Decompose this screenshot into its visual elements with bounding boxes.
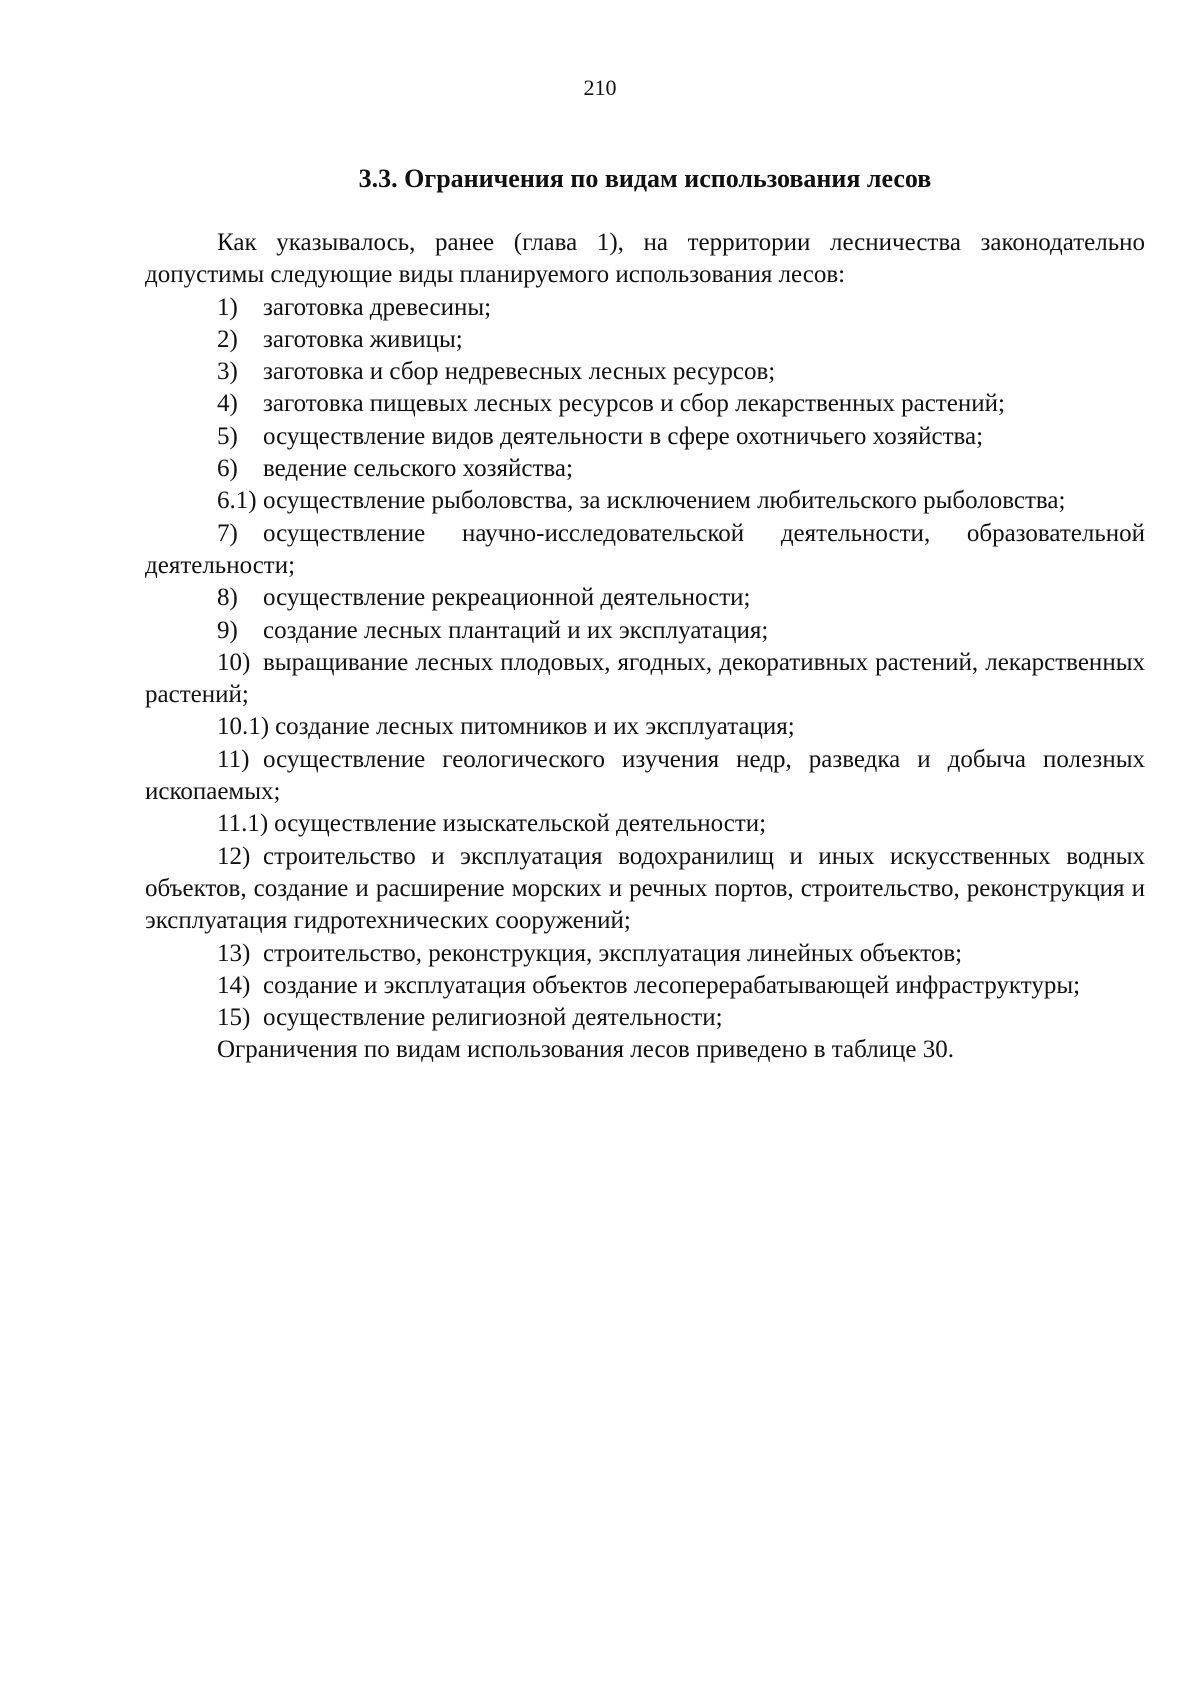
list-item-text: заготовка живицы; [263, 325, 463, 353]
list-item [145, 744, 1145, 809]
list-item-number: 1) [217, 293, 238, 321]
list-item-number: 5) [217, 422, 238, 450]
list-item-text: создание и эксплуатация объектов лесоперерабатывающей инфраструктуры; [263, 971, 1081, 999]
list-item-number: 10) [217, 648, 251, 676]
list-item-number: 2) [217, 325, 238, 353]
list-item [145, 938, 1145, 970]
list-item-text: осуществление научно-исследовательской деятельности, образовательной деятельности; [145, 519, 1145, 579]
list-item-number: 9) [217, 616, 238, 644]
list-item-number: 7) [217, 519, 238, 547]
list-item-number: 11.1) [217, 810, 269, 838]
list-item [145, 582, 1145, 614]
list-item-text: ведение сельского хозяйства; [263, 455, 573, 483]
section-heading: 3.3. Ограничения по видам использования лесов [358, 164, 932, 193]
list-item-text: заготовка и сбор недревесных лесных ресурсов; [263, 358, 776, 386]
list-item-number: 6.1) [217, 487, 257, 515]
list-item-text: осуществление геологического изучения недр, разведка и добыча полезных ископаемых; [145, 745, 1145, 806]
list-item [145, 292, 1145, 324]
list-item-number: 8) [217, 584, 238, 612]
list-item-text: выращивание лесных плодовых, ягодных, декоративных растений, лекарственных растений; [145, 648, 1145, 709]
closing-paragraph: Ограничения по видам использования лесов приведено в таблице 30. [217, 1036, 955, 1064]
list-item [145, 615, 1145, 647]
list-item [145, 647, 1145, 712]
list-item [145, 970, 1145, 1002]
list-item-number: 12) [217, 842, 251, 870]
list-item-number: 3) [217, 358, 238, 386]
list-item [145, 453, 1145, 485]
list-item-text: осуществление рекреационной деятельности; [263, 584, 751, 612]
intro-paragraph: Как указывалось, ранее (глава 1), на территории лесничества законодательно допустимы следующие виды планируемого использования лесов: [145, 229, 1145, 289]
list-item-number: 10.1) [217, 713, 270, 741]
list-item-number: 6) [217, 455, 238, 483]
list-item-text: заготовка пищевых лесных ресурсов и сбор лекарственных растений; [263, 390, 1005, 418]
list-item-number: 14) [217, 971, 251, 999]
list-item-number: 15) [217, 1004, 251, 1032]
list-item [145, 518, 1145, 583]
list-item-text: осуществление религиозной деятельности; [263, 1004, 723, 1032]
list-item [145, 356, 1145, 388]
list-item-text: создание лесных питомников и их эксплуатация; [275, 713, 795, 741]
list-item [145, 841, 1145, 938]
list-item [145, 1002, 1145, 1034]
page-number: 210 [583, 75, 617, 100]
list-item [145, 388, 1145, 420]
list-item-number: 11) [217, 745, 250, 773]
list-item-text: создание лесных плантаций и их эксплуатация; [263, 616, 769, 644]
list-item-text: строительство, реконструкция, эксплуатация линейных объектов; [263, 939, 963, 967]
list-item-text: строительство и эксплуатация водохранилищ и иных искусственных водных объектов, создание и расширение морских и речных портов, строительство, реконструкция и эксплуатация гидротехнических сооружений; [145, 842, 1145, 935]
list-item [145, 808, 1145, 840]
list-item-text: осуществление видов деятельности в сфере охотничьего хозяйства; [263, 422, 984, 450]
list-item-text: осуществление рыболовства, за исключением любительского рыболовства; [263, 487, 1066, 515]
list-item [145, 711, 1145, 743]
list-item-text: осуществление изыскательской деятельности; [274, 810, 767, 838]
list-item [145, 324, 1145, 356]
list-item [145, 421, 1145, 453]
list-item [145, 485, 1145, 517]
list-item-number: 4) [217, 390, 238, 418]
list-item-number: 13) [217, 939, 251, 967]
document-body [145, 227, 1145, 1067]
list-item-text: заготовка древесины; [263, 293, 492, 321]
